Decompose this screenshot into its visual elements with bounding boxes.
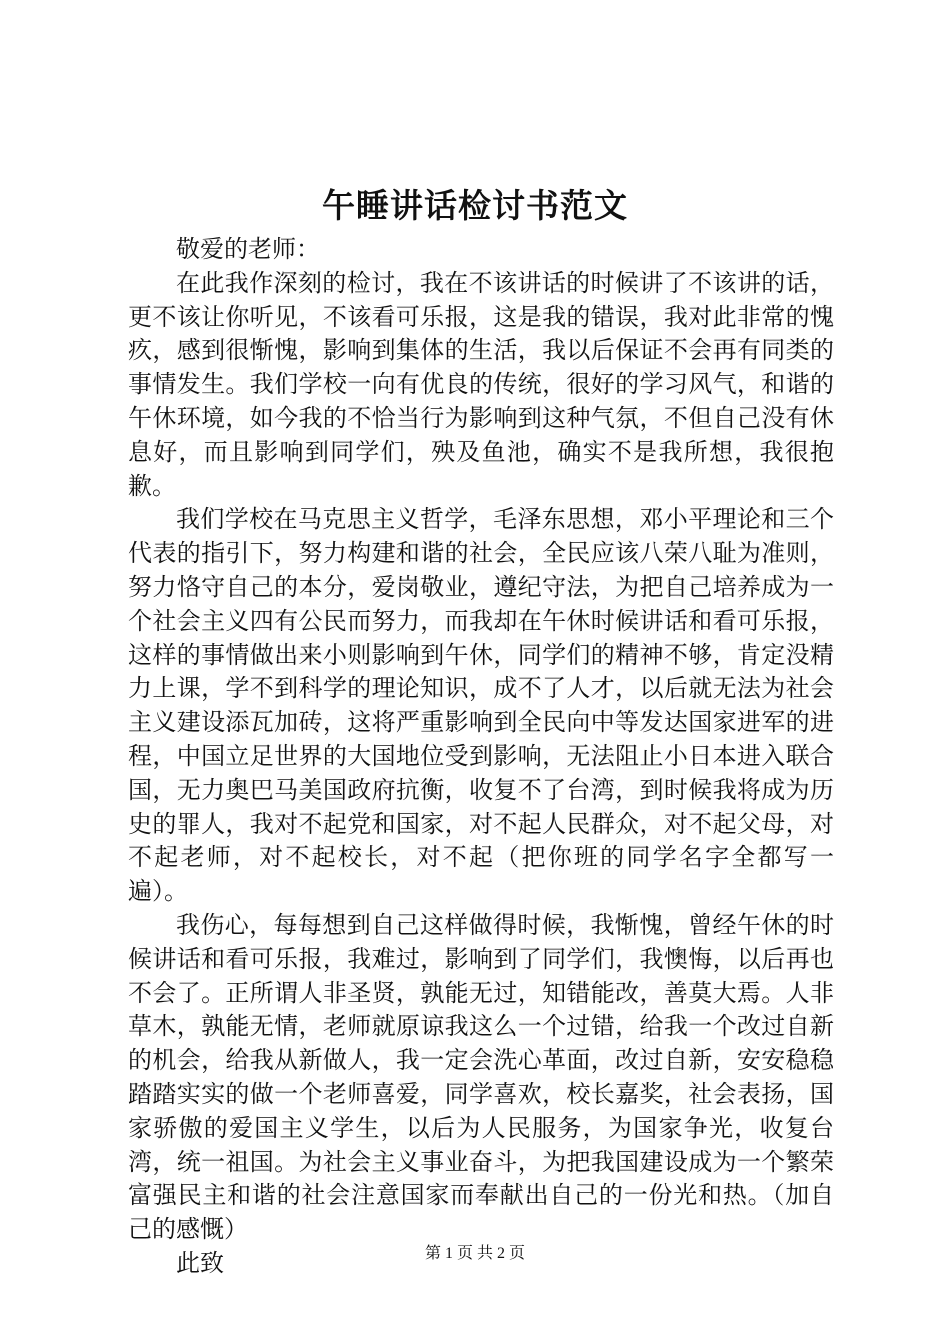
- paragraph-1: 在此我作深刻的检讨，我在不该讲话的时候讲了不该讲的话，更不该让你听见，不该看可乐报，这是我的错误，我对此非常的愧疚，感到很惭愧，影响到集体的生活，我以后保证不会再有同类的事情发生。我们学校一向有优良的传统，很好的学习风气，和谐的午休环境，如今我的不恰当行为影响到这种气氛，不但自己没有休息好，而且影响到同学们，殃及鱼池，确实不是我所想，我很抱歉。: [128, 268, 834, 500]
- closing: 此致: [176, 1248, 224, 1277]
- page-footer: 第 1 页 共 2 页: [424, 1245, 525, 1262]
- document-body: [128, 233, 834, 1281]
- paragraph-2: 我们学校在马克思主义哲学，毛泽东思想，邓小平理论和三个代表的指引下，努力构建和谐的社会，全民应该八荣八耻为准则，努力恪守自己的本分，爱岗敬业，遵纪守法，为把自己培养成为一个社会主义四有公民而努力，而我却在午休时候讲话和看可乐报，这样的事情做出来小则影响到午休，同学们的精神不够，肯定没精力上课，学不到科学的理论知识，成不了人才，以后就无法为社会主义建设添瓦加砖，这将严重影响到全民向中等发达国家进军的进程，中国立足世界的大国地位受到影响，无法阻止小日本进入联合国，无力奥巴马美国政府抗衡，收复不了台湾，到时候我将成为历史的罪人，我对不起党和国家，对不起人民群众，对不起父母，对不起老师，对不起校长，对不起（把你班的同学名字全都写一遍）。: [128, 505, 834, 906]
- paragraph-3: 我伤心，每每想到自己这样做得时候，我惭愧，曾经午休的时候讲话和看可乐报，我难过，影响到了同学们，我懊悔，以后再也不会了。正所谓人非圣贤，孰能无过，知错能改，善莫大焉。人非草木，孰能无情，老师就原谅我这么一个过错，给我一个改过自新的机会，给我从新做人，我一定会洗心革面，改过自新，安安稳稳踏踏实实的做一个老师喜爱，同学喜欢，校长嘉奖，社会表扬，国家骄傲的爱国主义学生，以后为人民服务，为国家争光，收复台湾，统一祖国。为社会主义事业奋斗，为把我国建设成为一个繁荣富强民主和谐的社会注意国家而奉献出自己的一份光和热。（加自己的感慨）: [128, 910, 834, 1244]
- salutation: 敬爱的老师：: [176, 235, 320, 263]
- document-title: 午睡讲话检讨书范文: [322, 186, 628, 225]
